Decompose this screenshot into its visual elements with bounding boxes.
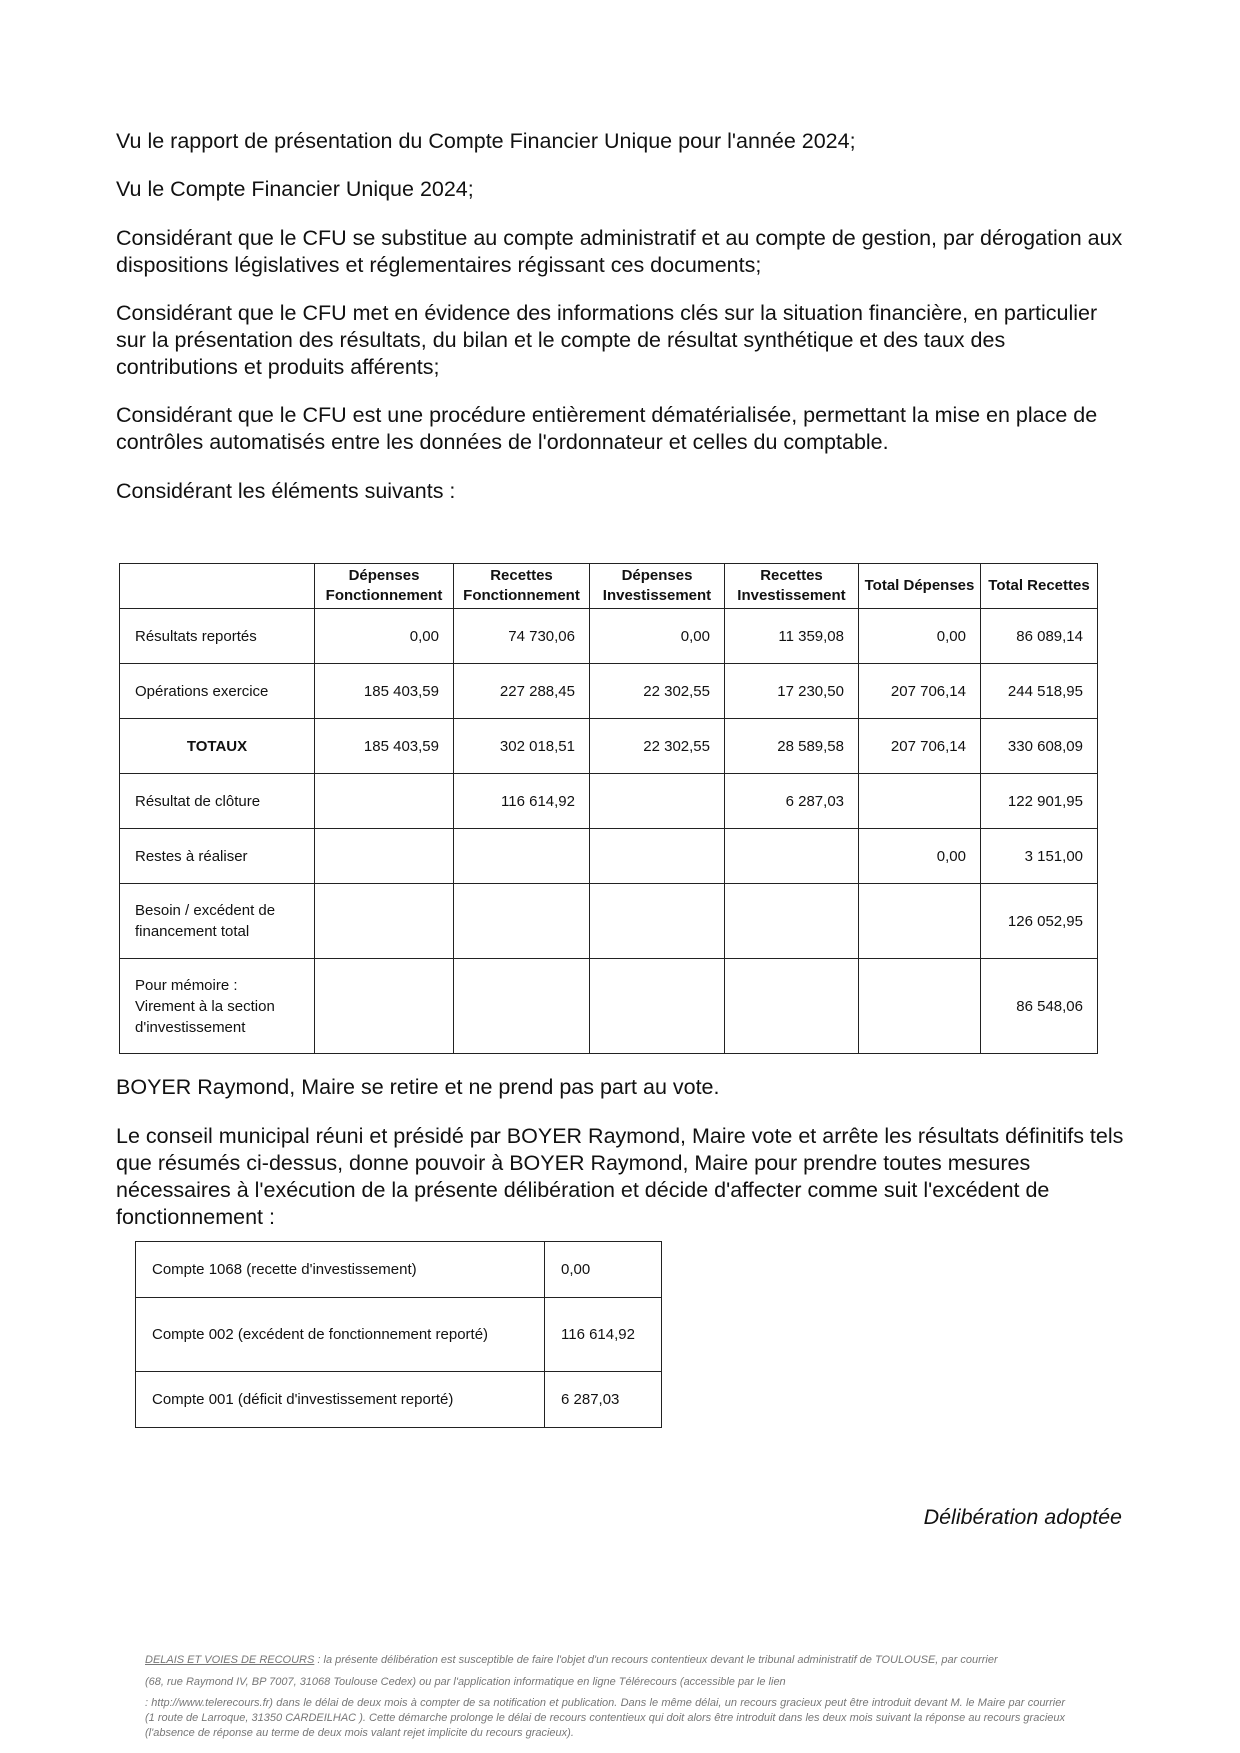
table-row — [120, 959, 1098, 1054]
table-cell: 244 518,95 — [981, 664, 1098, 719]
table-cell — [454, 884, 590, 959]
table-row-totals — [120, 719, 1098, 774]
table-cell — [590, 884, 725, 959]
table-cell: 0,00 — [315, 609, 454, 664]
paragraph-cfu-2024: Vu le Compte Financier Unique 2024; — [116, 177, 474, 201]
row-label: Résultat de clôture — [120, 774, 315, 829]
table-cell — [315, 959, 454, 1054]
footer-recours — [145, 1649, 1065, 1741]
row-label: Résultats reportés — [120, 609, 315, 664]
table-row — [120, 664, 1098, 719]
table-cell: 74 730,06 — [454, 609, 590, 664]
table-cell: 28 589,58 — [725, 719, 859, 774]
table-cell: 11 359,08 — [725, 609, 859, 664]
table-cell: 0,00 — [859, 829, 981, 884]
account-label: Compte 1068 (recette d'investissement) — [136, 1242, 545, 1298]
table-cell — [725, 829, 859, 884]
table-cell: 86 548,06 — [981, 959, 1098, 1054]
results-header-row — [120, 564, 1098, 609]
table-row — [120, 884, 1098, 959]
results-table — [119, 563, 1098, 1054]
footer-line — [145, 1649, 1065, 1671]
table-cell — [315, 774, 454, 829]
table-cell — [590, 829, 725, 884]
footer-text: : la présente délibération est susceptible de faire l'objet d'un recours contentieux devant le tribunal administratif de TOULOUSE, par courrier — [314, 1654, 998, 1666]
row-label: Opérations exercice — [120, 664, 315, 719]
table-cell: 0,00 — [590, 609, 725, 664]
affectation-table — [135, 1241, 662, 1428]
table-cell: 227 288,45 — [454, 664, 590, 719]
row-label: TOTAUX — [120, 719, 315, 774]
paragraph-rapport: Vu le rapport de présentation du Compte Financier Unique pour l'année 2024; — [116, 129, 856, 153]
account-label: Compte 002 (excédent de fonctionnement reporté) — [136, 1298, 545, 1372]
table-cell — [454, 959, 590, 1054]
header-cell: Dépenses Investissement — [590, 564, 725, 609]
table-cell: 207 706,14 — [859, 719, 981, 774]
table-cell — [725, 959, 859, 1054]
table-cell — [590, 774, 725, 829]
paragraph-retrait: BOYER Raymond, Maire se retire et ne prend pas part au vote. — [116, 1075, 720, 1099]
table-row — [120, 609, 1098, 664]
table-cell: 302 018,51 — [454, 719, 590, 774]
table-row — [120, 829, 1098, 884]
table-cell: 185 403,59 — [315, 719, 454, 774]
account-value: 0,00 — [545, 1242, 662, 1298]
table-cell: 0,00 — [859, 609, 981, 664]
header-cell — [120, 564, 315, 609]
header-cell: Total Dépenses — [859, 564, 981, 609]
header-cell: Dépenses Fonctionnement — [315, 564, 454, 609]
table-cell — [725, 884, 859, 959]
paragraph-elements: Considérant les éléments suivants : — [116, 479, 456, 503]
table-cell: 86 089,14 — [981, 609, 1098, 664]
paragraph-dematerialisation: Considérant que le CFU est une procédure entièrement dématérialisée, permettant la mise en place de contrôles automatisés entre les données de l'ordonnateur et celles du comptable. — [116, 403, 1098, 454]
header-cell: Total Recettes — [981, 564, 1098, 609]
table-cell: 207 706,14 — [859, 664, 981, 719]
table-cell: 22 302,55 — [590, 664, 725, 719]
table-cell: 6 287,03 — [725, 774, 859, 829]
table-cell: 185 403,59 — [315, 664, 454, 719]
paragraph-vote: Le conseil municipal réuni et présidé par BOYER Raymond, Maire vote et arrête les résultats définitifs tels que résumés ci-dessus, donne pouvoir à BOYER Raymond, Maire pour prendre toutes mesures nécessaires à l'exécution de la présente délibération et décide d'affecter comme suit l'excédent de fonctionnement : — [116, 1124, 1124, 1229]
paragraph-informations: Considérant que le CFU met en évidence des informations clés sur la situation financière, en particulier sur la présentation des résultats, du bilan et le compte de résultat synthétique et des taux des contributions et produits afférents; — [116, 301, 1098, 379]
table-cell — [859, 884, 981, 959]
table-row — [136, 1298, 662, 1372]
table-cell — [859, 774, 981, 829]
table-cell: 116 614,92 — [454, 774, 590, 829]
table-cell — [859, 959, 981, 1054]
row-label: Restes à réaliser — [120, 829, 315, 884]
table-cell — [454, 829, 590, 884]
table-cell: 17 230,50 — [725, 664, 859, 719]
footer-line: : http://www.telerecours.fr) dans le délai de deux mois à compter de sa notification et publication. Dans le même délai, un recours gracieux peut être introduit devant M. le Maire par courrier (1 route de Larroque, 31350 CARDEILHAC ). Cette démarche prolonge le délai de recours contentieux qui doit alors être introduit dans les deux mois suivant la réponse au recours gracieux (l'absence de réponse au terme de deux mois valant rejet implicite du recours gracieux). — [145, 1697, 1065, 1739]
table-cell — [315, 884, 454, 959]
table-cell: 126 052,95 — [981, 884, 1098, 959]
row-label: Besoin / excédent de financement total — [120, 884, 315, 959]
account-value: 116 614,92 — [545, 1298, 662, 1372]
header-cell: Recettes Investissement — [725, 564, 859, 609]
footer-heading: DELAIS ET VOIES DE RECOURS — [145, 1654, 315, 1666]
table-row — [120, 774, 1098, 829]
table-cell: 22 302,55 — [590, 719, 725, 774]
account-value: 6 287,03 — [545, 1372, 662, 1428]
footer-line: (68, rue Raymond IV, BP 7007, 31068 Toulouse Cedex) ou par l'application informatique en ligne Télérecours (accessible par le lien — [145, 1676, 786, 1688]
table-cell: 3 151,00 — [981, 829, 1098, 884]
table-cell — [315, 829, 454, 884]
adopted-label: Délibération adoptée — [923, 1505, 1122, 1529]
table-cell: 330 608,09 — [981, 719, 1098, 774]
table-row — [136, 1242, 662, 1298]
row-label: Pour mémoire : Virement à la section d'investissement — [120, 959, 315, 1054]
table-cell: 122 901,95 — [981, 774, 1098, 829]
table-cell — [590, 959, 725, 1054]
header-cell: Recettes Fonctionnement — [454, 564, 590, 609]
account-label: Compte 001 (déficit d'investissement reporté) — [136, 1372, 545, 1428]
table-row — [136, 1372, 662, 1428]
paragraph-substitution: Considérant que le CFU se substitue au compte administratif et au compte de gestion, par dérogation aux dispositions législatives et réglementaires régissant ces documents; — [116, 226, 1123, 277]
